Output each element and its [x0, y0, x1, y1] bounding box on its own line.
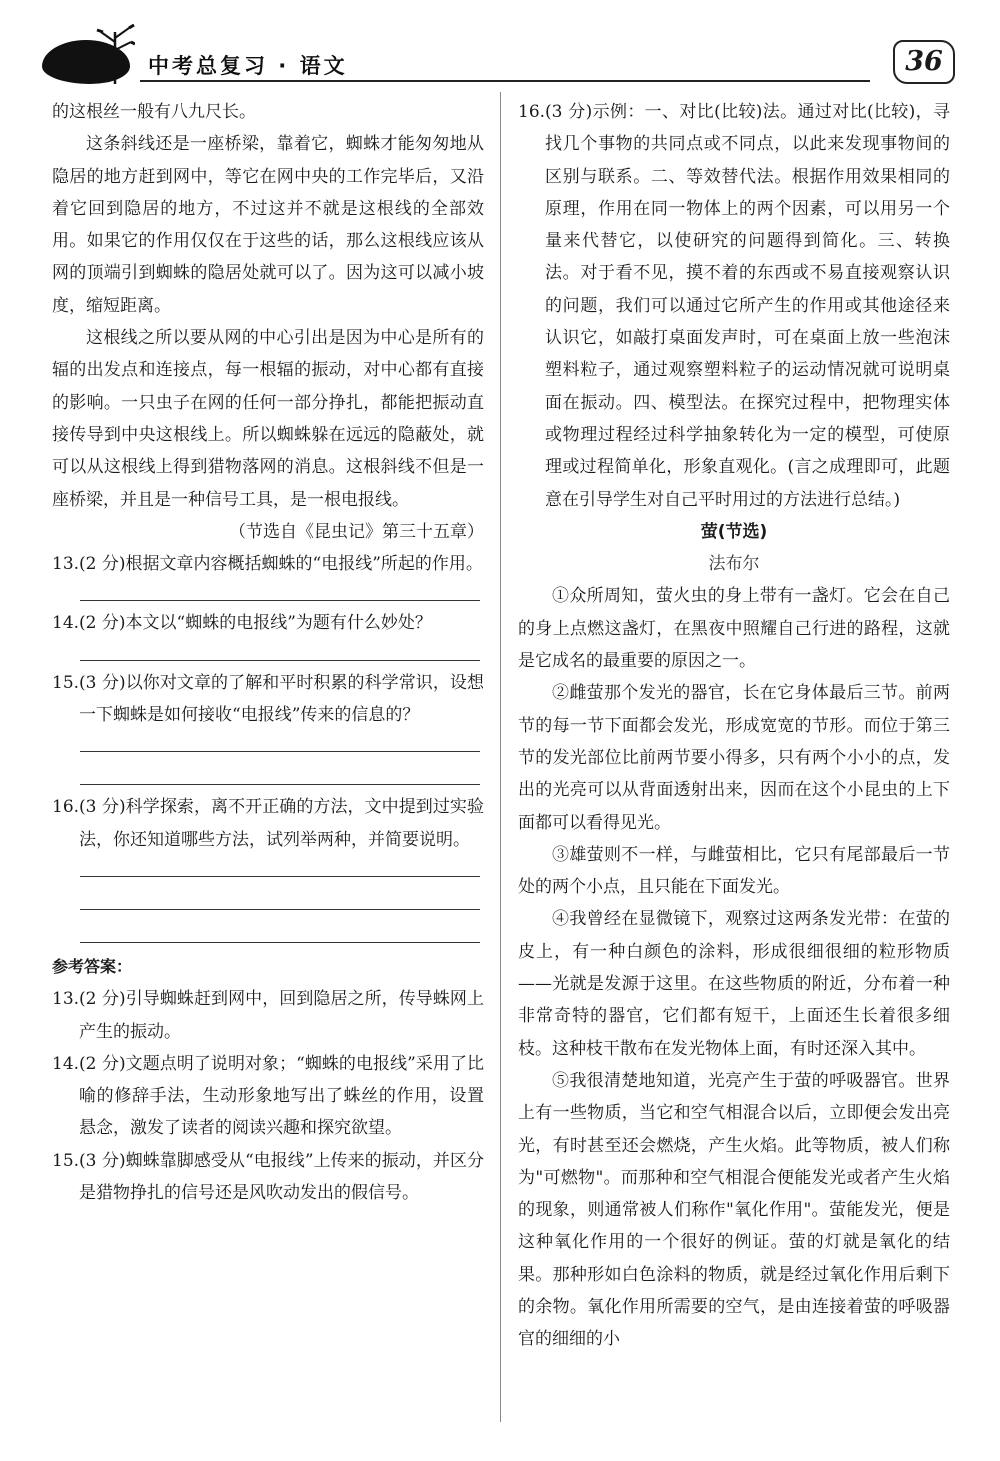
passage-paragraph: 这条斜线还是一座桥梁，靠着它，蜘蛛才能匆匆地从隐居的地方赶到网中，等它在网中央的工作完毕后，又沿着它回到隐居的地方，不过这并不就是这根线的全部效用。如果它的作用仅仅在于这些的话，那么这根线应该从网的顶端引到蜘蛛的隐居处就可以了。因为这可以减小坡度，缩短距离。 — [52, 134, 484, 316]
answer-16: 16. (3 分)示例：一、对比(比较)法。通过对比(比较)，寻找几个事物的共同点或不同点，以此来发现事物间的区别与联系。二、等效替代法。根据作用效果相同的原理，作用在同一物体上的两个因素，可以用另一个量来代替它，以使研究的问题得到简化。三、转换法。对于看不见，摸不着的东西或不易直接观察认识的问题，我们可以通过它所产生的作用或其他途径来认识它，如敲打桌面发声时，可在桌面上放一些泡沫塑料粒子，通过观察塑料粒子的运动情况就可说明桌面在振动。四、模型法。在探究过程中，把物理实体或物理过程经过科学抽象转化为一定的模型，可使原理或过程简单化，形象直观化。(言之成理即可，此题意在引导学生对自己平时用过的方法进行总结。) — [518, 102, 950, 510]
answers-heading: 参考答案： — [52, 956, 133, 976]
article-paragraph: ②雌萤那个发光的器官，长在它身体最后三节。前两节的每一节下面都会发光，形成宽宽的节形。而位于第三节的发光部位比前两节要小得多，只有两个小小的点，发出的光亮可以从背面透射出来，因而在这个小昆虫的上下面都可以看得见光。 — [518, 683, 950, 833]
article-title: 萤(节选) — [700, 521, 768, 542]
passage-paragraph: 的这根丝一般有八九尺长。 — [52, 102, 256, 122]
page-number: 36 — [893, 40, 955, 84]
left-column — [52, 96, 484, 1209]
article-paragraph: ④我曾经在显微镜下，观察过这两条发光带：在萤的皮上，有一种白颜色的涂料，形成很细很细的粒形物质——光就是发源于这里。在这些物质的附近，分布着一种非常奇特的器官，它们都有短干，上面还生长着很多细枝。这种枝干散布在发光物体上面，有时还深入其中。 — [518, 909, 950, 1059]
source-note: （节选自《昆虫记》第三十五章） — [229, 521, 484, 542]
right-column — [518, 96, 950, 1356]
answer-13: 13. (2 分)引导蜘蛛赶到网中，回到隐居之所，传导蛛网上产生的振动。 — [52, 989, 484, 1042]
question-16: 16. (3 分)科学探索，离不开正确的方法，文中提到过实验法，你还知道哪些方法，试列举两种，并简要说明。 — [52, 797, 484, 850]
article-paragraph: ③雄萤则不一样，与雌萤相比，它只有尾部最后一节处的两个小点，且只能在下面发光。 — [518, 844, 950, 898]
page-header — [0, 0, 1000, 100]
article-paragraph: ①众所周知，萤火虫的身上带有一盏灯。它会在自己的身上点燃这盏灯，在黑夜中照耀自己行进的路程，这就是它成名的最重要的原因之一。 — [518, 586, 950, 672]
article-paragraph: ⑤我很清楚地知道，光亮产生于萤的呼吸器官。世界上有一些物质，当它和空气相混合以后，立即便会发出亮光，有时甚至还会燃烧，产生火焰。此等物质，被人们称为"可燃物"。而那种和空气相混合便能发光或者产生火焰的现象，则通常被人们称作"氧化作用"。萤能发光，便是这种氧化作用的一个很好的例证。萤的灯就是氧化的结果。那种形如白色涂料的物质，就是经过氧化作用后剩下的余物。氧化作用所需要的空气，是由连接着萤的呼吸器官的细细的小 — [518, 1070, 950, 1350]
column-divider — [500, 92, 501, 1422]
passage-paragraph: 这根线之所以要从网的中心引出是因为中心是所有的辐的出发点和连接点，每一根辐的振动，对中心都有直接的影响。一只虫子在网的任何一部分挣扎，都能把振动直接传导到中央这根线上。所以蜘蛛躲在远远的隐蔽处，就可以从这根线上得到猎物落网的消息。这根斜线不但是一座桥梁，并且是一种信号工具，是一根电报线。 — [52, 328, 484, 510]
answer-15: 15. (3 分)蜘蛛靠脚感受从“电报线”上传来的振动，并区分是猎物挣扎的信号还是风吹动发出的假信号。 — [52, 1150, 484, 1204]
bamboo-logo-icon — [95, 24, 135, 84]
book-title: 中考总复习 · 语文 — [148, 54, 348, 78]
question-13: 13. (2 分)根据文章内容概括蜘蛛的“电报线”所起的作用。 — [52, 554, 483, 575]
question-15: 15. (3 分)以你对文章的了解和平时积累的科学常识，设想一下蜘蛛是如何接收“电报线”传来的信息的？ — [52, 672, 484, 726]
header-rule — [140, 80, 870, 82]
question-14: 14. (2 分)本文以“蜘蛛的电报线”为题有什么妙处？ — [52, 613, 432, 634]
answer-14: 14. (2 分)文题点明了说明对象；“蜘蛛的电报线”采用了比喻的修辞手法，生动形象地写出了蛛丝的作用，设置悬念，激发了读者的阅读兴趣和探究欲望。 — [52, 1053, 484, 1139]
article-author: 法布尔 — [708, 554, 760, 575]
